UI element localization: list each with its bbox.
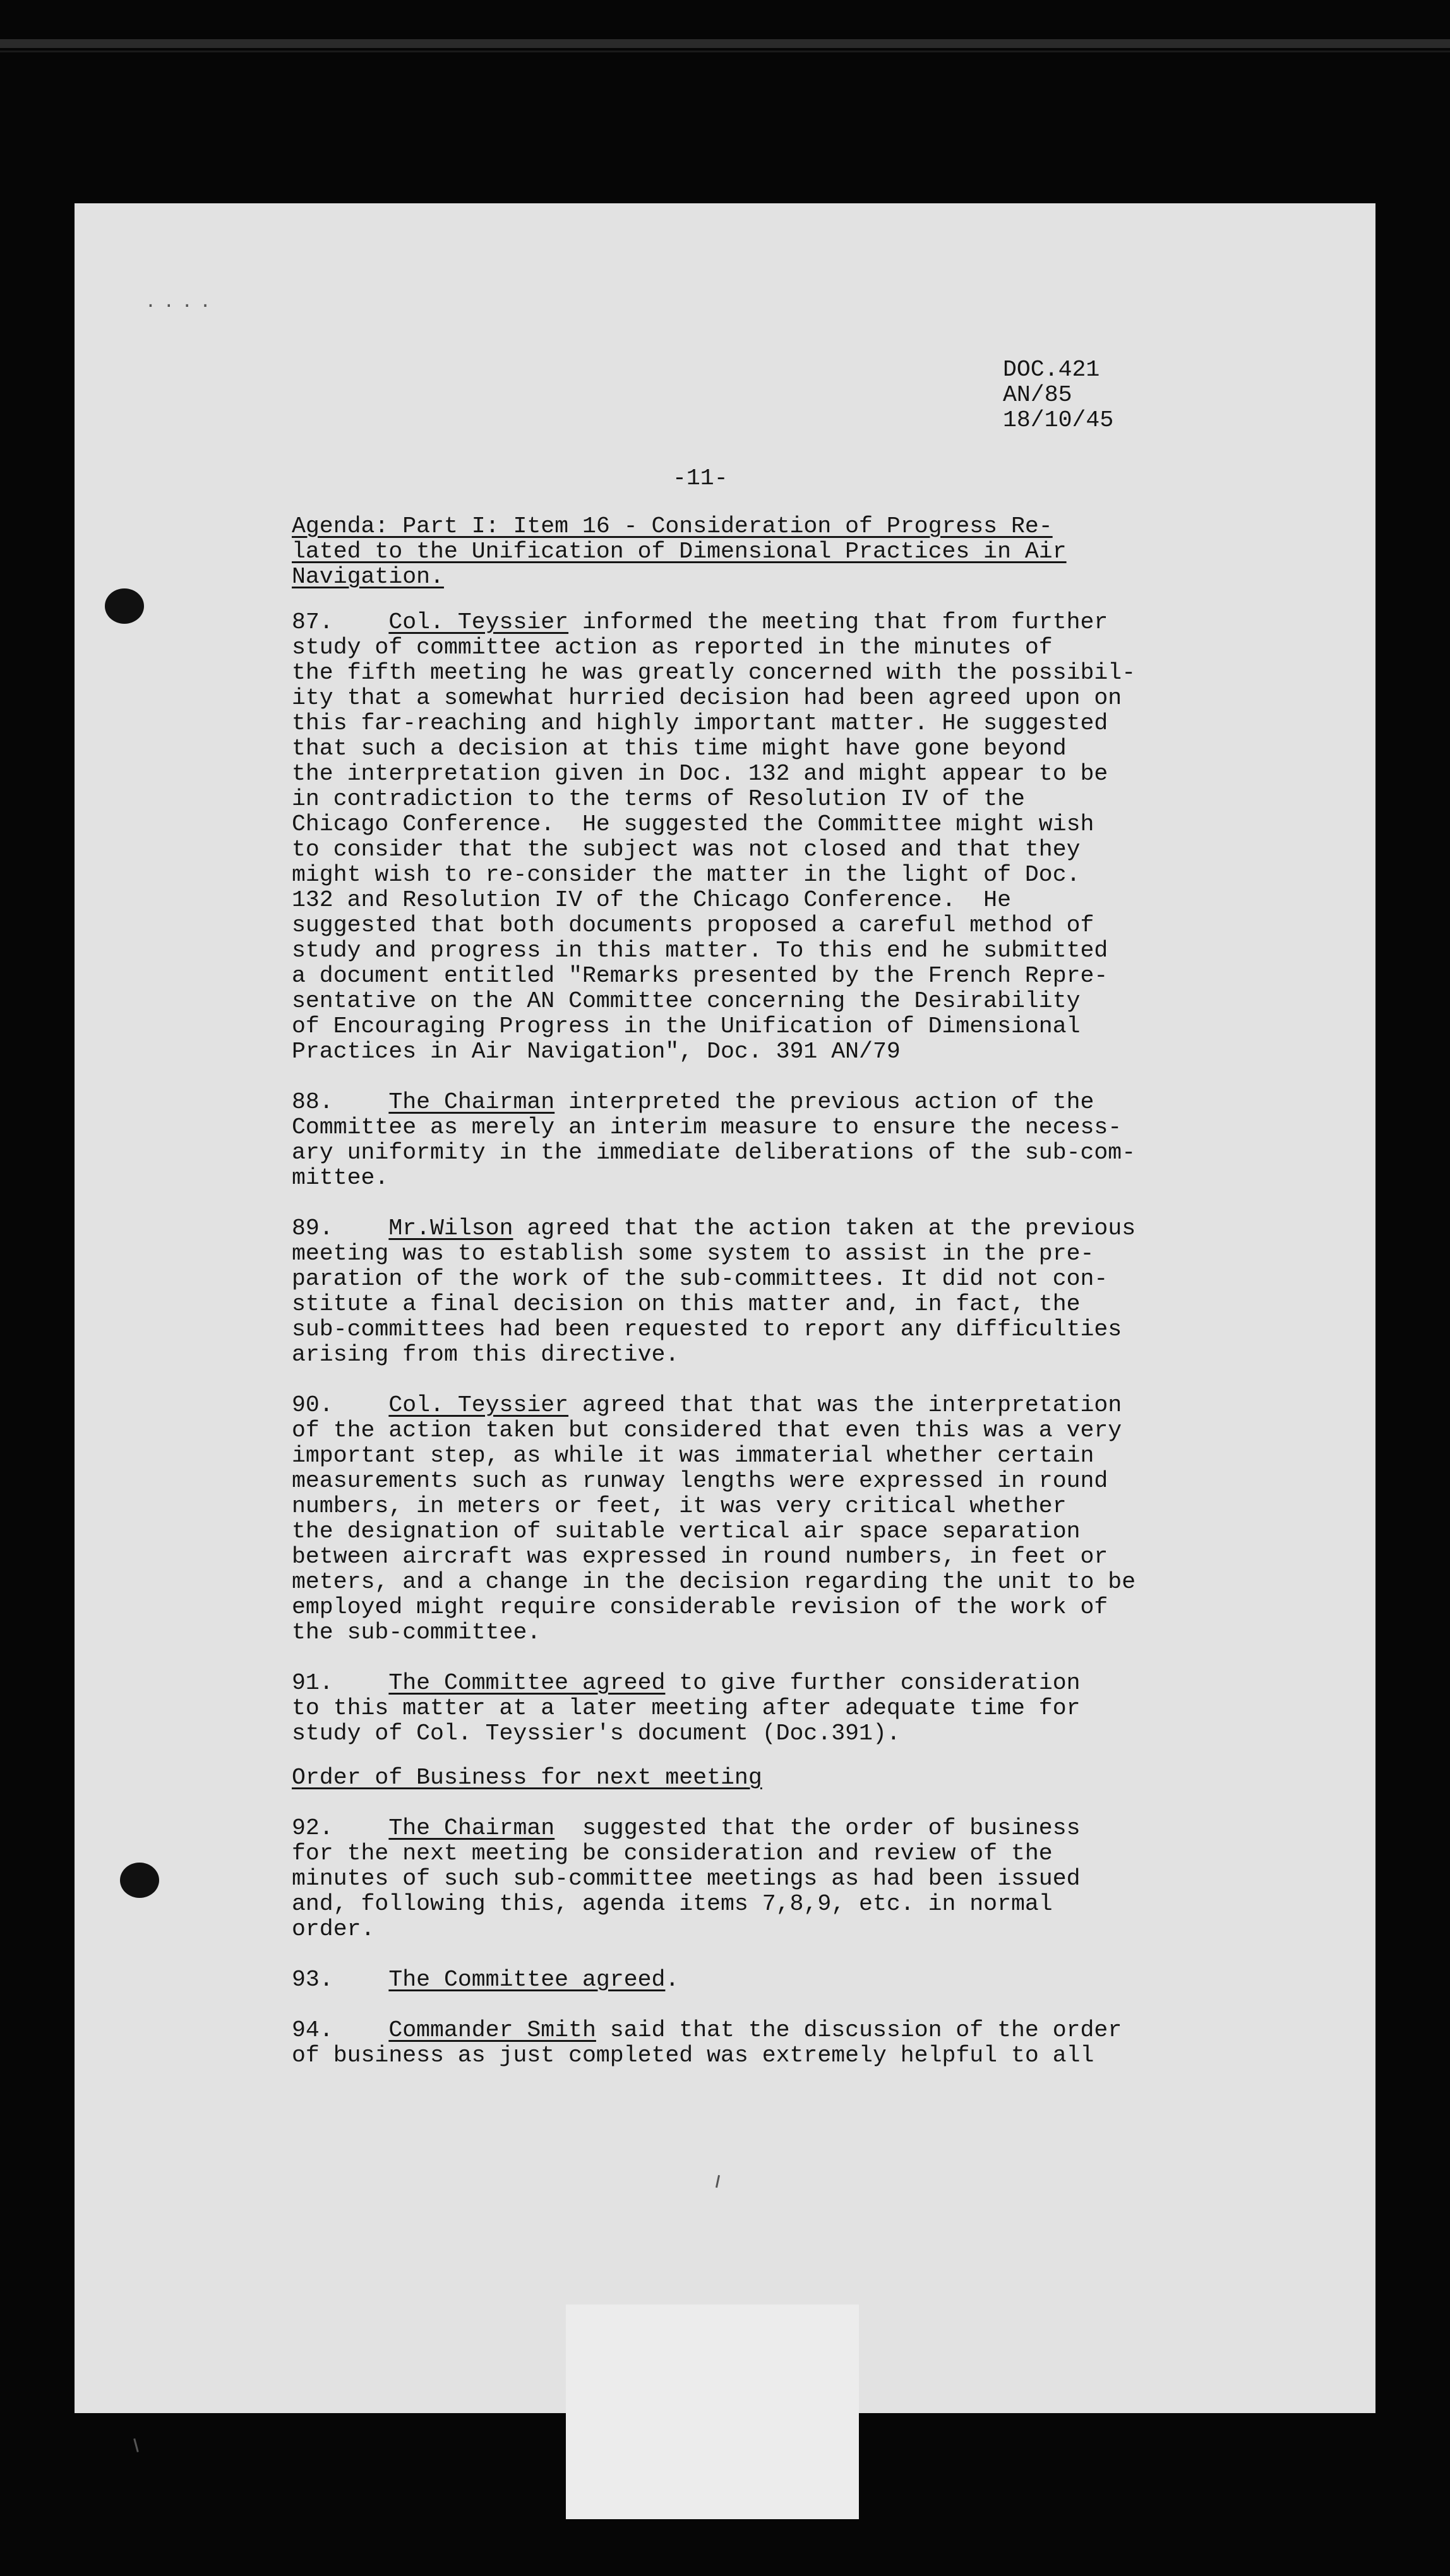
paragraph-text: agreed that the action taken at the previous xyxy=(513,1215,1136,1241)
speaker-name: The Chairman xyxy=(388,1815,555,1841)
paragraph-line: of Encouraging Progress in the Unification of Dimensional xyxy=(292,1013,1081,1039)
speaker-name: The Chairman xyxy=(388,1089,555,1115)
paragraph-line: and, following this, agenda items 7,8,9, etc. in normal xyxy=(292,1891,1053,1917)
punch-hole-bottom xyxy=(120,1863,159,1898)
paragraph-line: study of committee action as reported in the minutes of xyxy=(292,635,1053,660)
paragraph-first-line xyxy=(292,1216,1135,1241)
paragraph-line: between aircraft was expressed in round numbers, in feet or xyxy=(292,1544,1108,1570)
ref-doc: DOC.421 xyxy=(1003,357,1100,383)
paragraph-first-line xyxy=(292,610,1135,635)
paragraph-text: . xyxy=(665,1967,680,1993)
paragraph-line: Chicago Conference. He suggested the Committee might wish xyxy=(292,811,1094,837)
paragraph-line: to consider that the subject was not closed and that they xyxy=(292,837,1081,862)
paragraph-line: ary uniformity in the immediate deliberations of the sub-com- xyxy=(292,1140,1136,1166)
paragraph-88 xyxy=(292,1090,1135,1191)
paragraph-line: of business as just completed was extremely helpful to all xyxy=(292,2042,1094,2068)
paragraph-94 xyxy=(292,2018,1122,2068)
paragraph-line: study and progress in this matter. To this end he submitted xyxy=(292,938,1108,963)
paragraph-line: Practices in Air Navigation", Doc. 391 AN/79 xyxy=(292,1039,901,1064)
paragraph-text: suggested that the order of business xyxy=(554,1815,1081,1841)
paragraph-line: this far-reaching and highly important matter. He suggested xyxy=(292,710,1108,736)
paragraph-line: of the action taken but considered that even this was a very xyxy=(292,1417,1122,1443)
paragraph-first-line xyxy=(292,1816,1122,1841)
paragraph-first-line xyxy=(292,2018,1122,2043)
scan-specks: .... xyxy=(145,290,219,311)
paragraph-number: 89. xyxy=(292,1215,333,1241)
paragraph-line: mittee. xyxy=(292,1165,389,1191)
paragraph-first-line xyxy=(292,1967,1122,1993)
ref-an: AN/85 xyxy=(1003,382,1072,408)
paragraph-line: to this matter at a later meeting after adequate time for xyxy=(292,1695,1081,1721)
paragraph-number: 90. xyxy=(292,1392,333,1418)
speaker-name: Col. Teyssier xyxy=(388,609,569,635)
paragraph-92 xyxy=(292,1816,1122,1942)
paragraph-90 xyxy=(292,1393,1135,1645)
speaker-name: The Committee agreed xyxy=(388,1670,666,1696)
paragraph-text: interpreted the previous action of the xyxy=(554,1089,1094,1115)
film-edge-line xyxy=(0,51,1450,52)
paragraph-line: employed might require considerable revision of the work of xyxy=(292,1594,1108,1620)
paragraph-line: meters, and a change in the decision regarding the unit to be xyxy=(292,1569,1136,1595)
paragraph-line: suggested that both documents proposed a careful method of xyxy=(292,912,1094,938)
paragraph-line: the interpretation given in Doc. 132 and might appear to be xyxy=(292,761,1108,787)
document-reference xyxy=(1003,357,1113,433)
paragraph-line: in contradiction to the terms of Resolution IV of the xyxy=(292,786,1025,812)
paragraph-line: the fifth meeting he was greatly concerned with the possibil- xyxy=(292,660,1136,686)
paragraph-line: order. xyxy=(292,1916,375,1942)
paragraph-line: for the next meeting be consideration and review of the xyxy=(292,1840,1053,1866)
paragraph-first-line xyxy=(292,1393,1135,1418)
paragraph-93 xyxy=(292,1967,1122,1993)
agenda-heading-line xyxy=(292,514,1067,539)
discussion-paragraphs xyxy=(292,610,1135,1772)
paragraph-number: 91. xyxy=(292,1670,333,1696)
agenda-heading-line xyxy=(292,564,1067,590)
paragraph-line: numbers, in meters or feet, it was very critical whether xyxy=(292,1493,1067,1519)
paragraph-line: minutes of such sub-committee meetings as had been issued xyxy=(292,1866,1081,1892)
ref-date: 18/10/45 xyxy=(1003,407,1114,433)
business-heading: Order of Business for next meeting xyxy=(292,1765,762,1791)
agenda-heading-line xyxy=(292,539,1067,564)
paragraph-line: a document entitled "Remarks presented by the French Repre- xyxy=(292,963,1108,989)
paragraph-line: arising from this directive. xyxy=(292,1342,680,1368)
paragraph-number: 94. xyxy=(292,2017,333,2043)
paragraph-line: ity that a somewhat hurried decision had been agreed upon on xyxy=(292,685,1122,711)
paragraph-line: the designation of suitable vertical air space separation xyxy=(292,1518,1081,1544)
paragraph-line: that such a decision at this time might have gone beyond xyxy=(292,736,1067,761)
paragraph-first-line xyxy=(292,1090,1135,1115)
paragraph-first-line xyxy=(292,1671,1135,1696)
paragraph-number: 92. xyxy=(292,1815,333,1841)
paragraph-text: informed the meeting that from further xyxy=(568,609,1108,635)
film-edge xyxy=(0,39,1450,48)
agenda-heading-text: Agenda: Part I: Item 16 - Consideration of Progress Re- xyxy=(292,513,1053,539)
paragraph-line: paration of the work of the sub-committees. It did not con- xyxy=(292,1266,1108,1292)
speaker-name: The Committee agreed xyxy=(388,1967,666,1993)
paragraph-89 xyxy=(292,1216,1135,1368)
punch-hole-top xyxy=(105,588,144,624)
paragraph-number: 87. xyxy=(292,609,333,635)
paragraph-text: to give further consideration xyxy=(665,1670,1081,1696)
paragraph-line: 132 and Resolution IV of the Chicago Conference. He xyxy=(292,887,1011,913)
paragraph-line: might wish to re-consider the matter in the light of Doc. xyxy=(292,862,1081,888)
agenda-heading xyxy=(292,514,1067,590)
film-mark xyxy=(133,2438,139,2452)
paragraph-87 xyxy=(292,610,1135,1064)
paragraph-line: study of Col. Teyssier's document (Doc.391). xyxy=(292,1720,901,1746)
paragraph-line: sub-committees had been requested to report any difficulties xyxy=(292,1316,1122,1342)
business-paragraphs xyxy=(292,1816,1122,2094)
paragraph-line: important step, as while it was immaterial whether certain xyxy=(292,1443,1094,1469)
paragraph-text: said that the discussion of the order xyxy=(596,2017,1122,2043)
paragraph-91 xyxy=(292,1671,1135,1746)
paragraph-number: 93. xyxy=(292,1967,333,1993)
paragraph-line: meeting was to establish some system to assist in the pre- xyxy=(292,1241,1094,1267)
page-number: -11- xyxy=(673,465,728,491)
agenda-heading-text: lated to the Unification of Dimensional Practices in Air xyxy=(292,539,1067,564)
paragraph-line: measurements such as runway lengths were expressed in round xyxy=(292,1468,1108,1494)
paragraph-text: agreed that that was the interpretation xyxy=(568,1392,1122,1418)
speaker-name: Col. Teyssier xyxy=(388,1392,569,1418)
paragraph-line: Committee as merely an interim measure to ensure the necess- xyxy=(292,1114,1122,1140)
target-slip xyxy=(566,2305,859,2519)
agenda-heading-text: Navigation. xyxy=(292,564,444,590)
paragraph-line: the sub-committee. xyxy=(292,1619,541,1645)
paragraph-line: sentative on the AN Committee concerning the Desirability xyxy=(292,988,1081,1014)
paragraph-line: stitute a final decision on this matter and, in fact, the xyxy=(292,1291,1081,1317)
paragraph-number: 88. xyxy=(292,1089,333,1115)
speaker-name: Commander Smith xyxy=(388,2017,596,2043)
speaker-name: Mr.Wilson xyxy=(388,1215,513,1241)
